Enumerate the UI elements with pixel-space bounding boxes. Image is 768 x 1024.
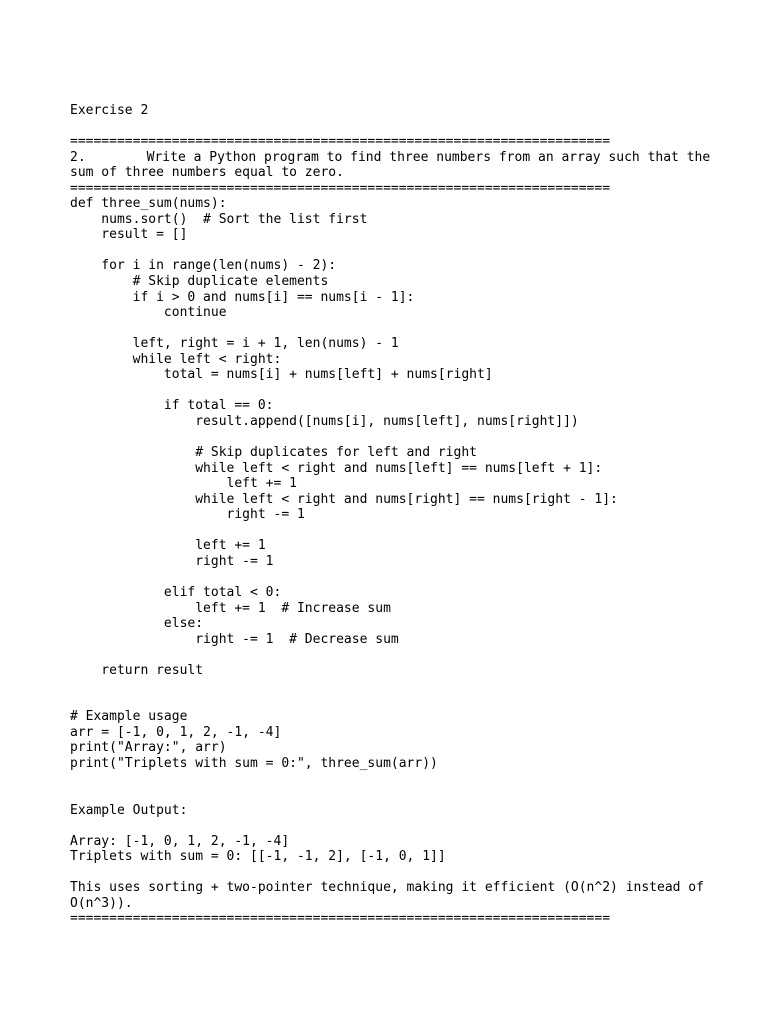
code-line: for i in range(len(nums) - 2): <box>70 258 337 274</box>
problem-statement-line-1 <box>70 150 710 166</box>
problem-text: Write a Python program to find three numbers from an array such that the <box>146 149 711 165</box>
code-line: # Skip duplicate elements <box>70 274 329 290</box>
code-block <box>70 196 710 678</box>
spacer <box>70 818 710 834</box>
usage-block <box>70 709 710 771</box>
code-line: nums.sort() # Sort the list first <box>70 211 368 227</box>
code-line: total = nums[i] + nums[left] + nums[right] <box>70 367 493 383</box>
code-line: elif total < 0: <box>70 584 282 600</box>
spacer <box>70 865 710 881</box>
separator-line: ===================================================================== <box>70 134 611 150</box>
separator-line: ===================================================================== <box>70 911 611 927</box>
usage-line: # Example usage <box>70 709 188 725</box>
code-line <box>70 569 710 585</box>
note-line-1: This uses sorting + two-pointer technique, making it efficient (O(n^2) instead of <box>70 880 704 896</box>
code-line: result = [] <box>70 227 188 243</box>
spacer <box>70 772 710 803</box>
code-line: def three_sum(nums): <box>70 196 227 212</box>
code-line: while left < right and nums[right] == nums[right - 1]: <box>70 491 618 507</box>
code-line: # Skip duplicates for left and right <box>70 445 477 461</box>
code-line <box>70 429 710 445</box>
usage-line: print("Array:", arr) <box>70 740 227 756</box>
output-line: Triplets with sum = 0: [[-1, -1, 2], [-1, 0, 1]] <box>70 849 446 865</box>
code-line: right -= 1 <box>70 507 305 523</box>
code-line: if i > 0 and nums[i] == nums[i - 1]: <box>70 289 415 305</box>
note-line-2: O(n^3)). <box>70 895 133 911</box>
code-line: while left < right: <box>70 351 282 367</box>
spacer <box>70 119 710 135</box>
code-line: left += 1 # Increase sum <box>70 600 391 616</box>
document-page <box>70 103 710 927</box>
code-line: if total == 0: <box>70 398 274 414</box>
code-line: else: <box>70 616 204 632</box>
code-line <box>70 383 710 399</box>
output-line: Array: [-1, 0, 1, 2, -1, -4] <box>70 833 290 849</box>
exercise-heading: Exercise 2 <box>70 103 149 118</box>
usage-line: print("Triplets with sum = 0:", three_sum(arr)) <box>70 755 438 771</box>
code-line: result.append([nums[i], nums[left], nums[right]]) <box>70 413 579 429</box>
code-line: left += 1 <box>70 476 297 492</box>
code-line <box>70 321 710 337</box>
separator-line: ===================================================================== <box>70 180 611 196</box>
code-line: right -= 1 # Decrease sum <box>70 631 399 647</box>
spacer <box>70 678 710 709</box>
code-line: right -= 1 <box>70 553 274 569</box>
problem-number: 2. <box>70 149 86 165</box>
code-line <box>70 647 710 663</box>
code-line: while left < right and nums[left] == nums[left + 1]: <box>70 460 603 476</box>
problem-statement-line-2: sum of three numbers equal to zero. <box>70 165 344 181</box>
code-line: left, right = i + 1, len(nums) - 1 <box>70 336 399 352</box>
usage-line: arr = [-1, 0, 1, 2, -1, -4] <box>70 724 282 740</box>
code-line <box>70 243 710 259</box>
code-line: left += 1 <box>70 538 266 554</box>
output-heading: Example Output: <box>70 802 188 818</box>
output-block <box>70 834 710 865</box>
code-line: return result <box>70 662 204 678</box>
code-line <box>70 523 710 539</box>
code-line: continue <box>70 305 227 321</box>
